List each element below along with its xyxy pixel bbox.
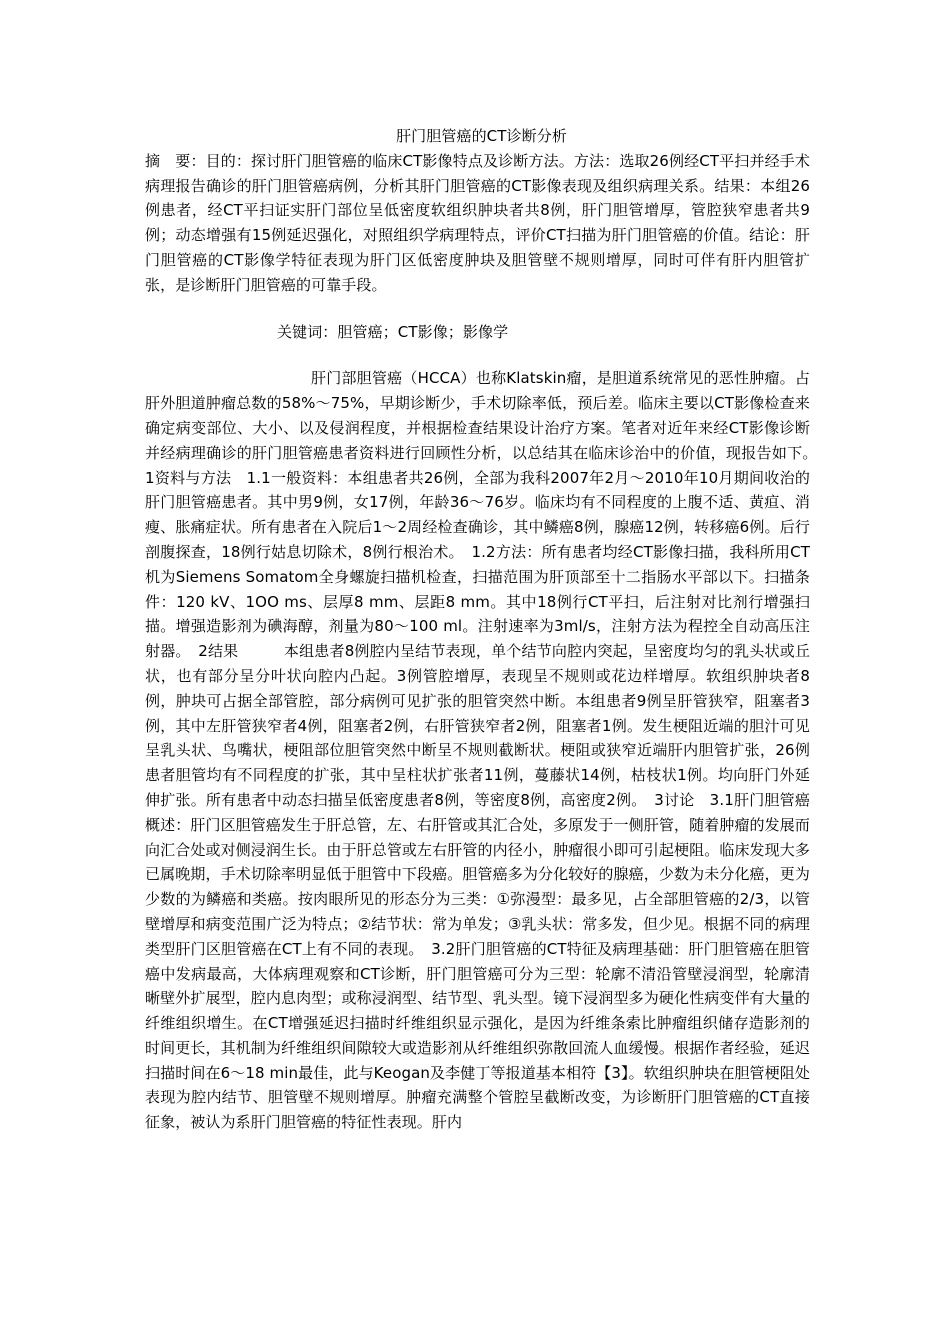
abstract-paragraph: 摘 要：目的：探讨肝门胆管癌的临床CT影像特点及诊断方法。方法：选取26例经CT平扫并经手术病理报告确诊的肝门胆管癌病例，分析其肝门胆管癌的CT影像表现及组织病理关系。结果：本组26例患者，经CT平扫证实肝门部位呈低密度软组织肿块者共8例，肝门胆管增厚，管腔狭窄患者共9例；动态增强有15例延迟强化，对照组织学病理特点，评价CT扫描为肝门胆管癌的价值。结论：肝门胆管癌的CT影像学特征表现为肝门区低密度肿块及胆管壁不规则增厚，同时可伴有肝内胆管扩张，是诊断肝门胆管癌的可靠手段。 xyxy=(145,151,810,294)
document-title: 肝门胆管癌的CT诊断分析 xyxy=(396,127,567,145)
body-paragraph: 肝门部胆管癌（HCCA）也称Klatskin瘤，是胆道系统常见的恶性肿瘤。占肝外胆道肿瘤总数的58%～75%，早期诊断少，手术切除率低，预后差。临床主要以CT影像检查来确定病变部位、大小、以及侵润程度，并根据检查结果设计治疗方案。笔者对近年来经CT影像诊断并经病理确诊的肝门胆管癌患者资料进行回顾性分析，以总结其在临床诊治中的价值，现报告如下。 1资料与方法 1.1一般资料：本组患者共26例，全部为我科2007年2月～2010年10月期间收治的肝门胆管癌患者。其中男9例，女17例，年龄36～76岁。临床均有不同程度的上腹不适、黄疸、消瘦、胀痛症状。所有患者在入院后1～2周经检查确诊，其中鳞癌8例，腺癌12例，转移癌6例。后行剖腹探查，18例行姑息切除术，8例行根治术。 1.2方法：所有患者均经CT影像扫描，我科所用CT机为Siemens Somatom全身螺旋扫描机检查，扫描范围为肝顶部至十二指肠水平部以下。扫描条件：120 kV、1OO ms、层厚8 mm、层距8 mm。其中18例行CT平扫，后注射对比剂行增强扫描。增强造影剂为碘海醇，剂量为80～100 ml。注射速率为3ml/s，注射方法为程控全自动高压注射器。 2结果 本组患者8例腔内呈结节表现，单个结节向腔内突起，呈密度均匀的乳头状或丘状，也有部分呈分叶状向腔内凸起。3例管腔增厚，表现呈不规则或花边样增厚。软组织肿块者8例，肿块可占据全部管腔，部分病例可见扩张的胆管突然中断。本组患者9例呈肝管狭窄，阻塞者3例，其中左肝管狭窄者4例，阻塞者2例，右肝管狭窄者2例，阻塞者1例。发生梗阻近端的胆汁可见呈乳头状、鸟嘴状，梗阻部位胆管突然中断呈不规则截断状。梗阻或狭窄近端肝内胆管扩张，26例患者胆管均有不同程度的扩张，其中呈柱状扩张者11例，蔓藤状14例，枯枝状1例。均向肝门外延伸扩张。所有患者中动态扫描呈低密度患者8例，等密度8例，高密度2例。 3讨论 3.1肝门胆管癌概述：肝门区胆管癌发生于肝总管，左、右肝管或其汇合处，多原发于一侧肝管，随着肿瘤的发展而向汇合处或对侧浸润生长。由于肝总管或左右肝管的内径小，肿瘤很小即可引起梗阻。临床发现大多已属晚期，手术切除率明显低于胆管中下段癌。胆管癌多为分化较好的腺癌，少数为未分化癌，更为少数的为鳞癌和类癌。按肉眼所见的形态分为三类：①弥漫型：最多见，占全部胆管癌的2/3，以管壁增厚和病变范围广泛为特点；②结节状：常为单发；③乳头状：常多发，但少见。根据不同的病理类型肝门区胆管癌在CT上有不同的表现。 3.2肝门胆管癌的CT特征及病理基础：肝门胆管癌在胆管癌中发病最高，大体病理观察和CT诊断，肝门胆管癌可分为三型：轮廓不清沿管壁浸润型，轮廓清晰壁外扩展型，腔内息肉型；或称浸润型、结节型、乳头型。镜下浸润型多为硬化性病变伴有大量的纤维组织增生。在CT增强延迟扫描时纤维组织显示强化，是因为纤维条索比肿瘤组织储存造影剂的时间更长，其机制为纤维组织间隙较大或造影剂从纤维组织弥散回流人血缓慢。根据作者经验，延迟扫描时间在6～18 min最佳，此与Keogan及李健丁等报道基本相符【3】。软组织肿块在胆管梗阻处表现为腔内结节、胆管壁不规则增厚。肿瘤充满整个管腔呈截断改变，为诊断肝门胆管癌的CT直接征象，被认为系肝门胆管癌的特征性表现。肝内 xyxy=(145,369,826,1132)
keywords-line: 关键词：胆管癌；CT影像；影像学 xyxy=(277,322,509,341)
document-content xyxy=(145,124,826,1135)
